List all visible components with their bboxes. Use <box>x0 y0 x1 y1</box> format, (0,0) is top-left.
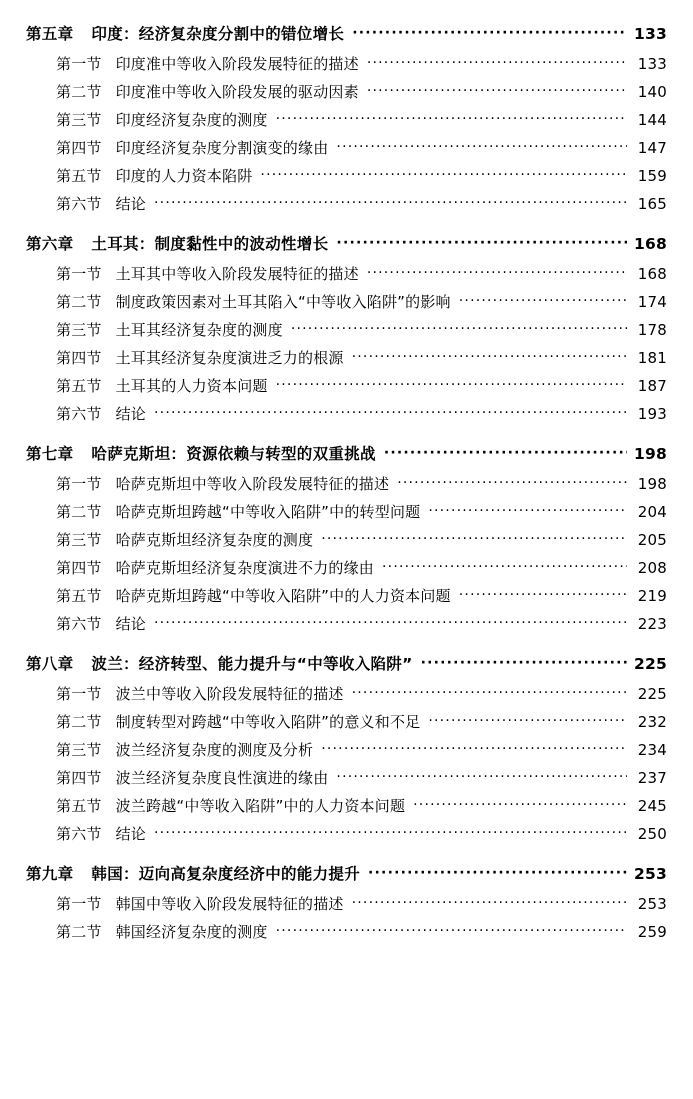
chapter-page-number: 198 <box>634 445 667 463</box>
dot-leader <box>367 86 627 101</box>
section-page-number: 159 <box>637 167 667 185</box>
section-label: 第三节 <box>56 531 102 549</box>
section-title: 制度政策因素对土耳其陷入“中等收入陷阱”的影响 <box>115 293 451 311</box>
toc-chapter-entry[interactable] <box>26 442 667 464</box>
toc-chapter-entry[interactable] <box>26 862 667 884</box>
section-title: 波兰经济复杂度的测度及分析 <box>115 741 314 759</box>
section-title: 波兰跨越“中等收入陷阱”中的人力资本问题 <box>115 797 406 815</box>
section-page-number: 165 <box>637 195 667 213</box>
chapter-page-number: 225 <box>634 655 667 673</box>
toc-section-entry[interactable] <box>26 529 667 550</box>
dot-leader <box>428 506 627 521</box>
section-label: 第五节 <box>56 167 102 185</box>
dot-leader <box>276 380 627 395</box>
section-title: 韩国中等收入阶段发展特征的描述 <box>115 895 344 913</box>
section-title: 结论 <box>115 405 147 423</box>
section-page-number: 174 <box>637 293 667 311</box>
section-title: 哈萨克斯坦跨越“中等收入陷阱”中的人力资本问题 <box>115 587 451 605</box>
section-label: 第一节 <box>56 475 102 493</box>
section-title: 结论 <box>115 825 147 843</box>
dot-leader <box>321 534 627 549</box>
dot-leader <box>367 268 627 283</box>
chapter-block <box>26 22 667 214</box>
section-page-number: 198 <box>637 475 667 493</box>
section-title: 哈萨克斯坦经济复杂度演进不力的缘由 <box>115 559 375 577</box>
dot-leader <box>382 562 627 577</box>
section-title: 结论 <box>115 195 147 213</box>
section-title: 波兰经济复杂度良性演进的缘由 <box>115 769 329 787</box>
section-title: 韩国经济复杂度的测度 <box>115 923 268 941</box>
toc-section-entry[interactable] <box>26 193 667 214</box>
toc-section-entry[interactable] <box>26 613 667 634</box>
toc-section-entry[interactable] <box>26 739 667 760</box>
toc-section-entry[interactable] <box>26 501 667 522</box>
toc-section-entry[interactable] <box>26 473 667 494</box>
toc-list <box>26 22 667 942</box>
section-title: 结论 <box>115 615 147 633</box>
chapter-block <box>26 862 667 942</box>
dot-leader <box>368 868 627 884</box>
toc-section-entry[interactable] <box>26 893 667 914</box>
dot-leader <box>154 198 627 213</box>
section-label: 第二节 <box>56 293 102 311</box>
toc-section-entry[interactable] <box>26 263 667 284</box>
chapter-title: 哈萨克斯坦：资源依赖与转型的双重挑战 <box>91 445 376 463</box>
chapter-label: 第七章 <box>26 445 74 463</box>
section-label: 第四节 <box>56 769 102 787</box>
section-title: 印度经济复杂度的测度 <box>115 111 268 129</box>
toc-section-entry[interactable] <box>26 683 667 704</box>
dot-leader <box>291 324 627 339</box>
section-page-number: 225 <box>637 685 667 703</box>
section-page-number: 140 <box>637 83 667 101</box>
section-title: 波兰中等收入阶段发展特征的描述 <box>115 685 344 703</box>
dot-leader <box>336 142 627 157</box>
section-label: 第六节 <box>56 405 102 423</box>
chapter-title: 土耳其：制度黏性中的波动性增长 <box>91 235 329 253</box>
dot-leader <box>336 238 627 254</box>
toc-section-entry[interactable] <box>26 711 667 732</box>
section-page-number: 187 <box>637 377 667 395</box>
section-title: 哈萨克斯坦经济复杂度的测度 <box>115 531 314 549</box>
section-label: 第五节 <box>56 587 102 605</box>
section-page-number: 250 <box>637 825 667 843</box>
chapter-title: 韩国：迈向高复杂度经济中的能力提升 <box>91 865 361 883</box>
dot-leader <box>154 618 627 633</box>
section-title: 印度的人力资本陷阱 <box>115 167 253 185</box>
dot-leader <box>154 408 627 423</box>
chapter-page-number: 253 <box>634 865 667 883</box>
dot-leader <box>421 658 627 674</box>
toc-section-entry[interactable] <box>26 921 667 942</box>
dot-leader <box>459 296 627 311</box>
dot-leader <box>336 772 627 787</box>
section-label: 第一节 <box>56 895 102 913</box>
section-page-number: 133 <box>637 55 667 73</box>
chapter-title: 印度：经济复杂度分割中的错位增长 <box>91 25 345 43</box>
dot-leader <box>397 478 627 493</box>
section-label: 第四节 <box>56 349 102 367</box>
chapter-label: 第六章 <box>26 235 74 253</box>
toc-section-entry[interactable] <box>26 319 667 340</box>
section-title: 土耳其经济复杂度的测度 <box>115 321 283 339</box>
section-label: 第二节 <box>56 83 102 101</box>
toc-section-entry[interactable] <box>26 557 667 578</box>
toc-section-entry[interactable] <box>26 795 667 816</box>
toc-section-entry[interactable] <box>26 375 667 396</box>
toc-chapter-entry[interactable] <box>26 232 667 254</box>
section-label: 第五节 <box>56 797 102 815</box>
section-title: 印度准中等收入阶段发展特征的描述 <box>115 55 359 73</box>
section-page-number: 245 <box>637 797 667 815</box>
section-page-number: 259 <box>637 923 667 941</box>
section-title: 制度转型对跨越“中等收入陷阱”的意义和不足 <box>115 713 421 731</box>
dot-leader <box>260 170 627 185</box>
toc-section-entry[interactable] <box>26 585 667 606</box>
section-title: 哈萨克斯坦中等收入阶段发展特征的描述 <box>115 475 390 493</box>
section-label: 第二节 <box>56 503 102 521</box>
section-label: 第四节 <box>56 559 102 577</box>
section-page-number: 223 <box>637 615 667 633</box>
section-title: 印度准中等收入阶段发展的驱动因素 <box>115 83 359 101</box>
dot-leader <box>428 716 627 731</box>
chapter-block <box>26 442 667 634</box>
toc-section-entry[interactable] <box>26 403 667 424</box>
section-page-number: 208 <box>637 559 667 577</box>
toc-section-entry[interactable] <box>26 165 667 186</box>
section-page-number: 181 <box>637 349 667 367</box>
section-page-number: 234 <box>637 741 667 759</box>
chapter-label: 第五章 <box>26 25 74 43</box>
section-page-number: 237 <box>637 769 667 787</box>
dot-leader <box>352 28 627 44</box>
chapter-title: 波兰：经济转型、能力提升与“中等收入陷阱” <box>91 655 413 673</box>
toc-section-entry[interactable] <box>26 767 667 788</box>
section-label: 第五节 <box>56 377 102 395</box>
section-label: 第六节 <box>56 615 102 633</box>
section-page-number: 204 <box>637 503 667 521</box>
dot-leader <box>367 58 627 73</box>
dot-leader <box>276 926 627 941</box>
dot-leader <box>459 590 627 605</box>
section-label: 第四节 <box>56 139 102 157</box>
dot-leader <box>352 898 627 913</box>
section-label: 第三节 <box>56 321 102 339</box>
section-label: 第六节 <box>56 825 102 843</box>
section-title: 土耳其的人力资本问题 <box>115 377 268 395</box>
toc-section-entry[interactable] <box>26 823 667 844</box>
toc-section-entry[interactable] <box>26 137 667 158</box>
section-title: 印度经济复杂度分割演变的缘由 <box>115 139 329 157</box>
section-page-number: 178 <box>637 321 667 339</box>
dot-leader <box>154 828 627 843</box>
section-page-number: 144 <box>637 111 667 129</box>
chapter-page-number: 133 <box>634 25 667 43</box>
section-page-number: 147 <box>637 139 667 157</box>
section-label: 第三节 <box>56 111 102 129</box>
section-label: 第一节 <box>56 265 102 283</box>
dot-leader <box>321 744 627 759</box>
section-title: 土耳其经济复杂度演进乏力的根源 <box>115 349 344 367</box>
section-label: 第一节 <box>56 685 102 703</box>
dot-leader <box>384 448 627 464</box>
section-label: 第三节 <box>56 741 102 759</box>
section-label: 第二节 <box>56 713 102 731</box>
toc-section-entry[interactable] <box>26 347 667 368</box>
chapter-label: 第八章 <box>26 655 74 673</box>
toc-section-entry[interactable] <box>26 81 667 102</box>
toc-chapter-entry[interactable] <box>26 652 667 674</box>
section-page-number: 219 <box>637 587 667 605</box>
section-title: 土耳其中等收入阶段发展特征的描述 <box>115 265 359 283</box>
section-page-number: 168 <box>637 265 667 283</box>
section-label: 第一节 <box>56 55 102 73</box>
section-page-number: 253 <box>637 895 667 913</box>
dot-leader <box>352 352 627 367</box>
section-title: 哈萨克斯坦跨越“中等收入陷阱”中的转型问题 <box>115 503 421 521</box>
dot-leader <box>413 800 627 815</box>
chapter-page-number: 168 <box>634 235 667 253</box>
section-page-number: 193 <box>637 405 667 423</box>
chapter-block <box>26 652 667 844</box>
toc-section-entry[interactable] <box>26 291 667 312</box>
toc-section-entry[interactable] <box>26 53 667 74</box>
chapter-label: 第九章 <box>26 865 74 883</box>
dot-leader <box>352 688 627 703</box>
toc-chapter-entry[interactable] <box>26 22 667 44</box>
dot-leader <box>276 114 627 129</box>
section-label: 第二节 <box>56 923 102 941</box>
toc-section-entry[interactable] <box>26 109 667 130</box>
section-page-number: 205 <box>637 531 667 549</box>
chapter-block <box>26 232 667 424</box>
section-label: 第六节 <box>56 195 102 213</box>
section-page-number: 232 <box>637 713 667 731</box>
